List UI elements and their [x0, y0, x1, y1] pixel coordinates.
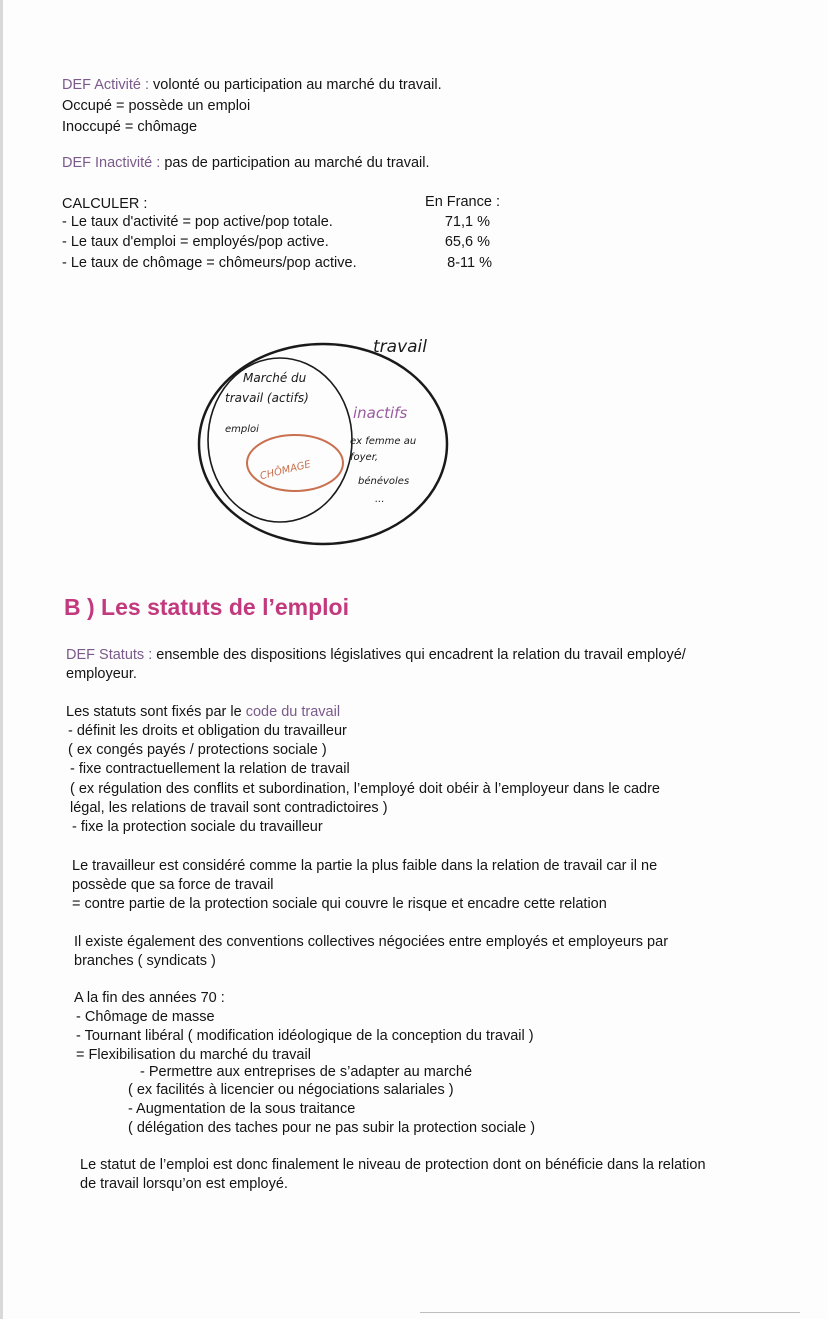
statuts-intro-text: Les statuts sont fixés par le	[66, 704, 246, 720]
chomage-label: CHÔMAGE	[258, 459, 312, 483]
marche-label-2: travail (actifs)	[225, 391, 309, 405]
statuts-item: légal, les relations de travail sont contradictoires )	[70, 800, 388, 816]
paragraph-line: possède que sa force de travail	[72, 877, 274, 893]
paragraph-line: = contre partie de la protection sociale qui couvre le risque et encadre cette relation	[72, 896, 607, 912]
def-statuts-text: ensemble des dispositions législatives qui encadrent la relation du travail employé/	[152, 647, 686, 663]
calc-title: CALCULER :	[62, 196, 148, 212]
paragraph-line: ( délégation des taches pour ne pas subir la protection sociale )	[128, 1120, 536, 1136]
paragraph-line: = Flexibilisation du marché du travail	[76, 1047, 311, 1063]
section-b-title: B ) Les statuts de l’emploi	[64, 594, 349, 620]
occupe-line: Occupé = possède un emploi	[62, 98, 251, 114]
paragraph-line: de travail lorsqu’on est employé.	[80, 1176, 288, 1192]
def-activite	[62, 76, 442, 94]
inoccupe-line: Inoccupé = chômage	[62, 119, 198, 135]
paragraph-line: Le travailleur est considéré comme la partie la plus faible dans la relation de travail car il ne	[72, 858, 658, 874]
calc-row-value: 65,6 %	[444, 234, 490, 250]
def-inactivite	[62, 154, 430, 172]
def-statuts-tag: DEF Statuts :	[66, 647, 153, 663]
paragraph-line: Il existe également des conventions collectives négociées entre employés et employeurs par	[74, 934, 669, 950]
statuts-item: ( ex régulation des conflits et subordination, l’employé doit obéir à l’employeur dans le cadre	[70, 781, 660, 797]
inactifs-ex-1: ex femme au	[350, 436, 417, 447]
statuts-item: - définit les droits et obligation du travailleur	[68, 723, 347, 739]
inactifs-label: inactifs	[353, 404, 408, 422]
calc-row-label: - Le taux d'emploi = employés/pop active.	[62, 234, 329, 250]
inactifs-ex-2: foyer,	[350, 452, 379, 463]
def-inactivite-tag: DEF Inactivité :	[62, 155, 161, 171]
paragraph-line: - Augmentation de la sous traitance	[128, 1101, 356, 1117]
statuts-item: - fixe la protection sociale du travailleur	[72, 819, 323, 835]
emploi-label: emploi	[225, 424, 259, 435]
paragraph-line: Le statut de l’emploi est donc finalement le niveau de protection dont on bénéficie dans la relation	[80, 1157, 706, 1173]
travail-label: travail	[373, 337, 427, 357]
inactifs-ex-3: bénévoles	[358, 476, 410, 487]
paragraph-line: - Permettre aux entreprises de s’adapter au marché	[140, 1064, 473, 1080]
labor-market-diagram	[195, 330, 460, 550]
page-left-edge	[0, 0, 3, 1319]
paragraph-line: ( ex facilités à licencier ou négociations salariales )	[128, 1082, 454, 1098]
calc-row-label: - Le taux de chômage = chômeurs/pop active.	[62, 255, 357, 271]
def-activite-tag: DEF Activité :	[62, 77, 150, 93]
calc-header-right: En France :	[425, 194, 500, 210]
calc-row-label: - Le taux d'activité = pop active/pop totale.	[62, 214, 333, 230]
def-statuts	[66, 646, 686, 664]
marche-label-1: Marché du	[243, 371, 307, 385]
paragraph-line: branches ( syndicats )	[74, 953, 216, 969]
code-du-travail: code du travail	[245, 704, 341, 720]
statuts-item: - fixe contractuellement la relation de travail	[70, 761, 350, 777]
paragraph-line: - Chômage de masse	[76, 1009, 215, 1025]
statuts-item: ( ex congés payés / protections sociale )	[68, 742, 327, 758]
statuts-intro	[66, 703, 340, 721]
page-bottom-line	[420, 1312, 800, 1313]
def-activite-text: volonté ou participation au marché du travail.	[149, 77, 442, 93]
paragraph-line: A la fin des années 70 :	[74, 990, 225, 1006]
def-statuts-cont: employeur.	[66, 666, 137, 682]
def-inactivite-text: pas de participation au marché du travail.	[160, 155, 430, 171]
inactifs-ex-4: ...	[375, 494, 385, 505]
calc-row-value: 8-11 %	[447, 255, 492, 271]
calc-row-value: 71,1 %	[444, 214, 490, 230]
paragraph-line: - Tournant libéral ( modification idéologique de la conception du travail )	[76, 1028, 534, 1044]
